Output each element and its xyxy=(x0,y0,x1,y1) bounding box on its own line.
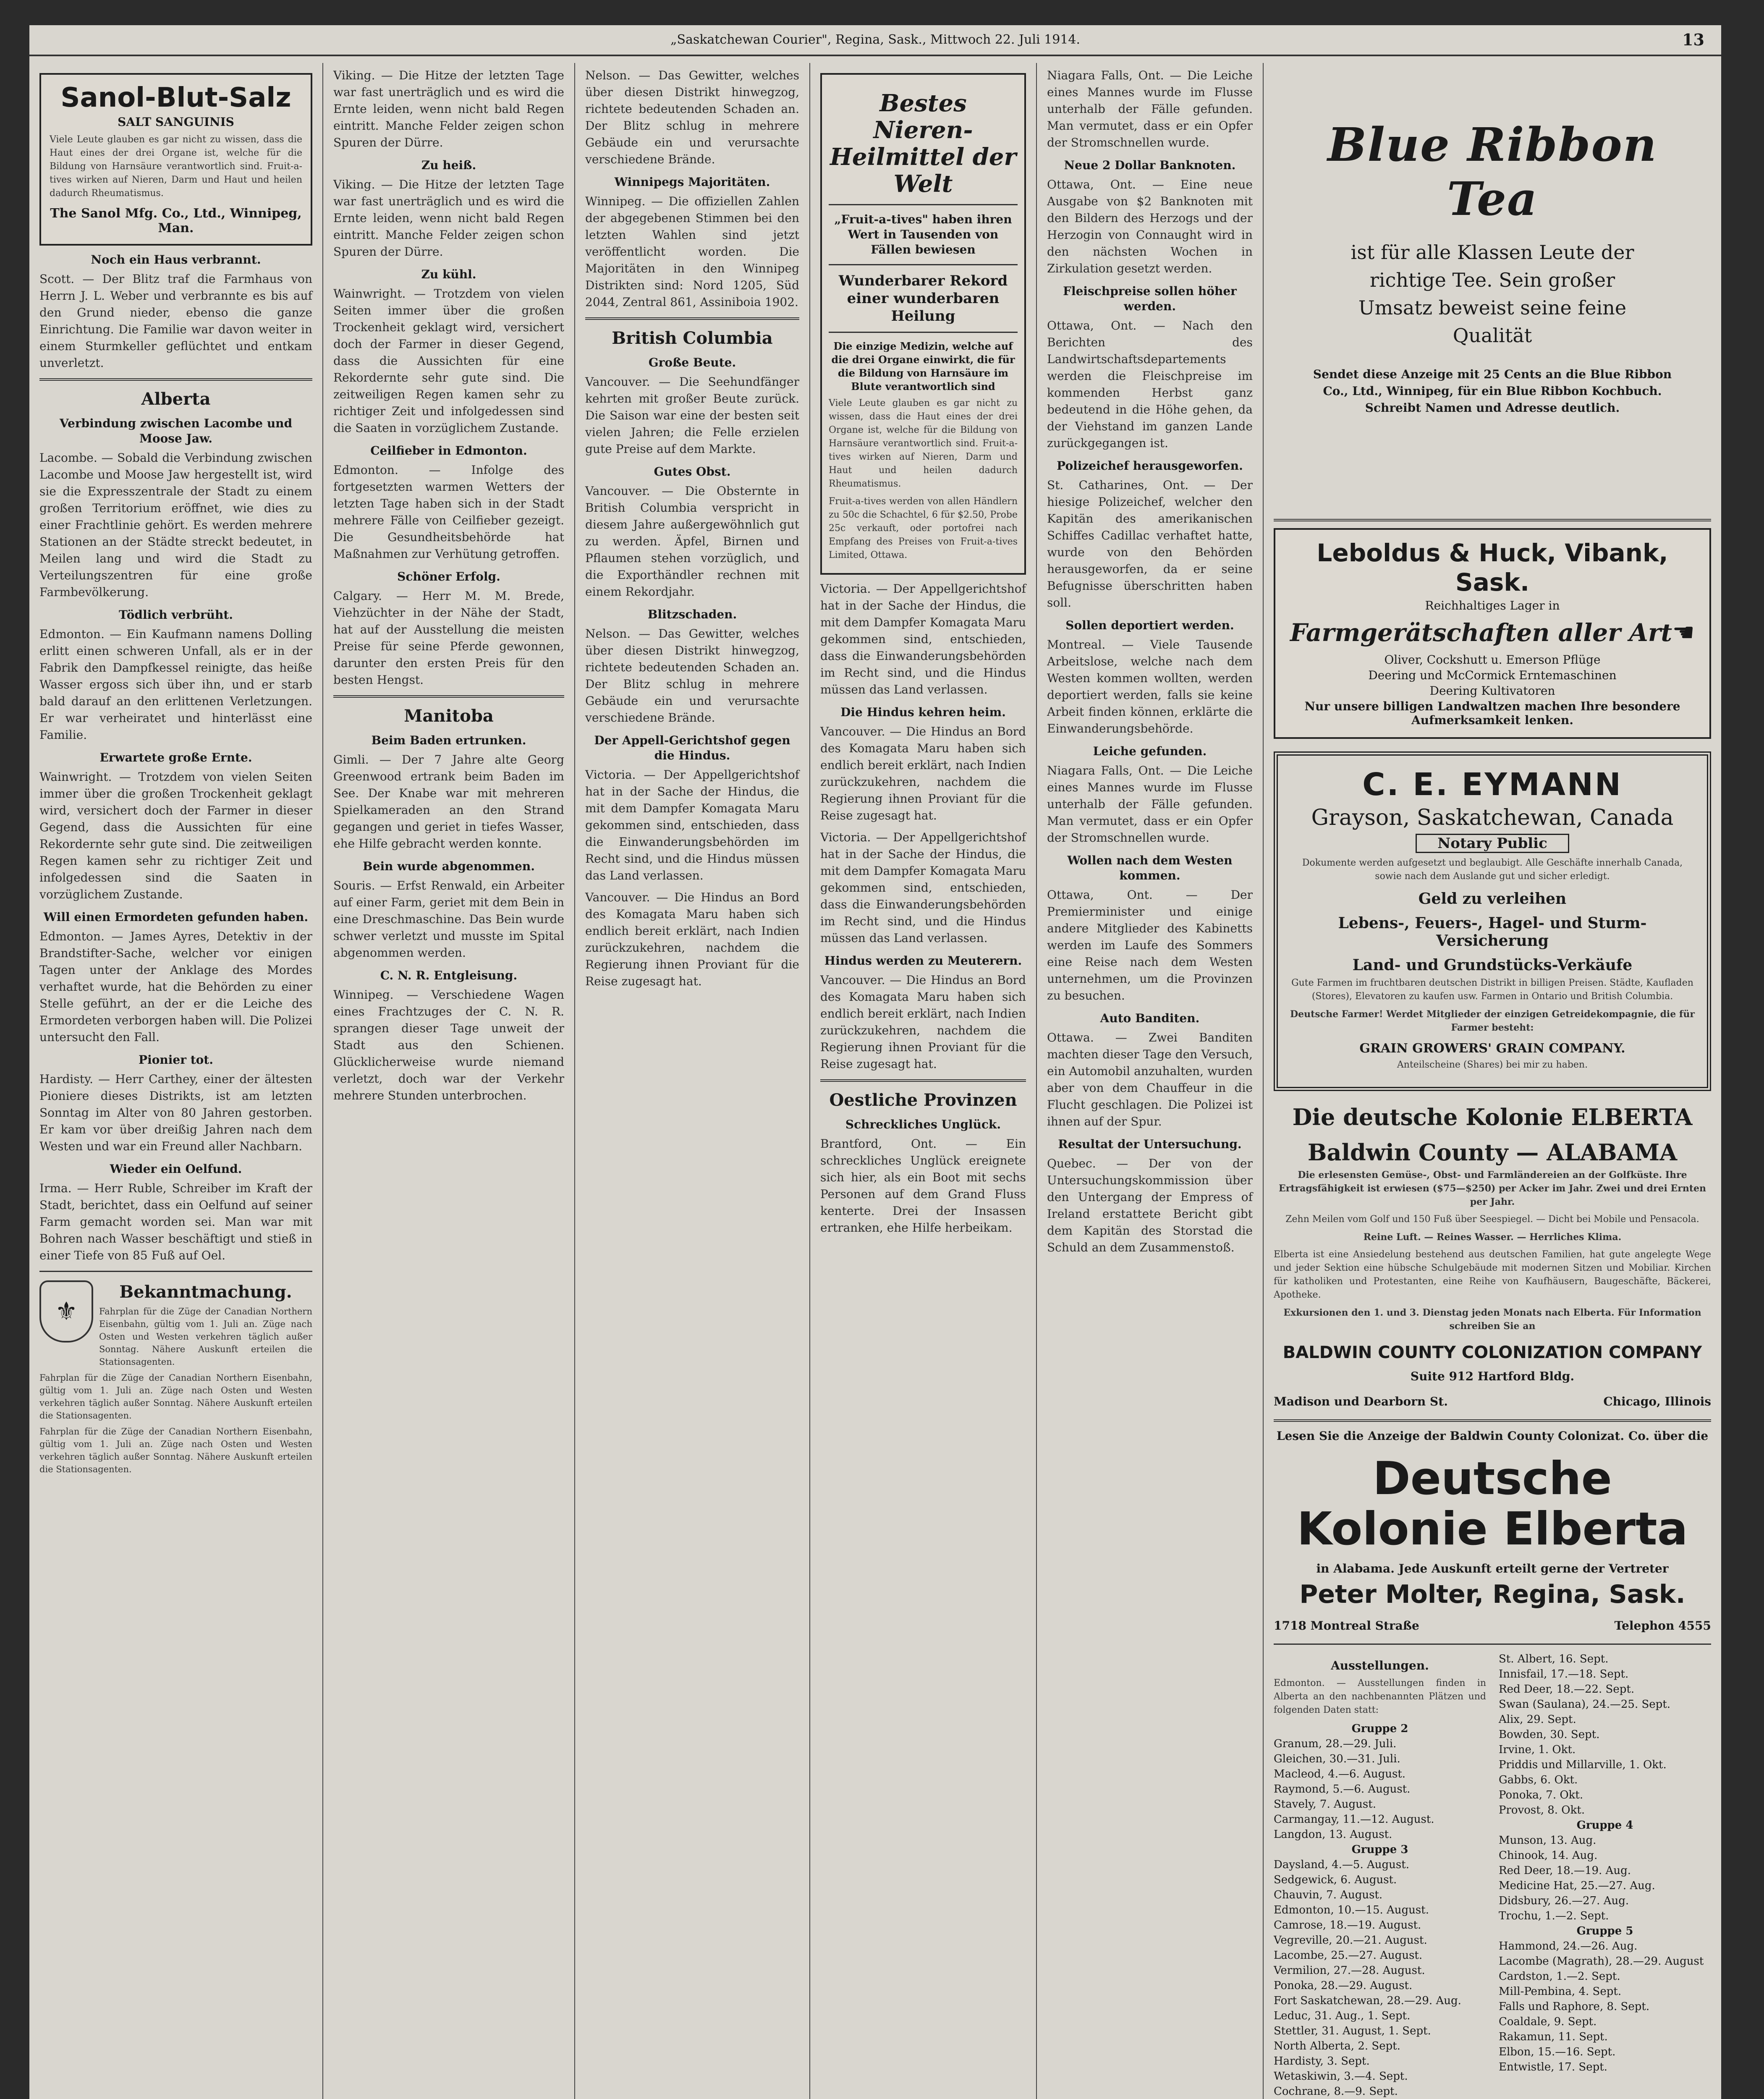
article-text: Brantford, Ont. — Ein schreckliches Unglück ereignete sich hier, als ein Boot mit sechs Personen auf dem Grand Fluss kenterte. Drei der Insassen ertranken, ehe Hilfe herbeikam. xyxy=(820,1137,1026,1235)
ausstellung-entry: Red Deer, 18.—22. Sept. xyxy=(1499,1683,1635,1696)
ausstellungen-list-right xyxy=(1499,1651,1711,2075)
headline: Schöner Erfolg. xyxy=(397,570,500,584)
article-text: Victoria. — Der Appellgerichtshof hat in der Sache der Hindus, die mit dem Dampfer Komagata Maru gekommen sind, entschieden, dass die Einwanderungsbehörden im Recht sind, und die Hindus müssen das Land verlassen. xyxy=(820,582,1026,696)
ausstellungen-title: Ausstellungen. xyxy=(1331,1659,1429,1672)
ausstellungen-block xyxy=(1274,1651,1711,2099)
newspaper-page xyxy=(29,25,1721,2099)
ausstellung-entry: Falls und Raphore, 8. Sept. xyxy=(1499,2000,1650,2013)
ausstellung-entry: Cardston, 1.—2. Sept. xyxy=(1499,1970,1620,1983)
headline: Fleischpreise sollen höher werden. xyxy=(1063,284,1237,313)
headline: Neue 2 Dollar Banknoten. xyxy=(1064,158,1236,172)
column-2 xyxy=(323,63,575,2099)
ausstellung-entry: Trochu, 1.—2. Sept. xyxy=(1499,1910,1609,1922)
article-text: Hardisty. — Herr Carthey, einer der ältesten Pioniere dieses Distrikts, ist am letzten Sonntag im Alter von 80 Jahren gestorben. Er kam vor über dreißig Jahren nach dem Westen und war ein Freund aller Nachbarn. xyxy=(39,1072,312,1153)
ausstellung-entry: Gabbs, 6. Okt. xyxy=(1499,1774,1578,1786)
column-5 xyxy=(1037,63,1264,2099)
fruit-ad-line: „Fruit-a-tives" haben ihren Wert in Tausenden von Fällen bewiesen xyxy=(834,212,1012,256)
bekanntmachung-block xyxy=(39,1279,312,1371)
ausstellung-entry: Stettler, 31. August, 1. Sept. xyxy=(1274,2025,1431,2037)
ausstellung-entry: Wetaskiwin, 3.—4. Sept. xyxy=(1274,2070,1408,2083)
eymann-notary: Notary Public xyxy=(1416,834,1569,853)
headline: Große Beute. xyxy=(648,356,736,369)
blue-ribbon-ad xyxy=(1274,67,1711,512)
divider xyxy=(1274,1419,1711,1422)
eymann-text: Dokumente werden aufgesetzt und beglaubigt. Alle Geschäfte innerhalb Canada, sowie nach dem Auslande gut und sicher erledigt. xyxy=(1302,858,1683,882)
headline: Leiche gefunden. xyxy=(1093,744,1207,758)
ausstellung-entry: Langdon, 13. August. xyxy=(1274,1828,1392,1841)
divider xyxy=(39,1271,312,1272)
ausstellung-entry: Coaldale, 9. Sept. xyxy=(1499,2015,1597,2028)
blue-ribbon-footer: Sendet diese Anzeige mit 25 Cents an die Blue Ribbon Co., Ltd., Winnipeg, für ein Blue Ribbon Kochbuch. Schreibt Namen und Adresse deutlich. xyxy=(1313,367,1672,415)
article-text: Victoria. — Der Appellgerichtshof hat in der Sache der Hindus, die mit dem Dampfer Komagata Maru gekommen sind, entschieden, dass die Einwanderungsbehörden im Recht sind, und die Hindus müssen das Land verlassen. xyxy=(820,830,1026,945)
sanol-ad xyxy=(39,73,312,246)
kolonie-ad xyxy=(1274,1429,1711,1637)
ausstellung-entry: Vegreville, 20.—21. August. xyxy=(1274,1934,1427,1947)
ausstellung-entry: Sedgewick, 6. August. xyxy=(1274,1874,1397,1886)
ausstellung-entry: Ponoka, 28.—29. August. xyxy=(1274,1979,1413,1992)
fruit-ad-text: Viele Leute glauben es gar nicht zu wissen, dass die Haut eines der drei Organe ist, welche für die Bildung von Harnsäure verantwortlich sind. Fruit-a-tives wirken auf Nieren, Darm und Haut und heilen dadurch Rheumatismus. xyxy=(829,398,1018,489)
eymann-ad xyxy=(1274,751,1711,1091)
blue-ribbon-line: Umsatz beweist seine feine xyxy=(1358,296,1627,319)
section-manitoba: Manitoba xyxy=(404,706,494,726)
article-text: Nelson. — Das Gewitter, welches über diesen Distrikt hinwegzog, richtete bedeutenden Schaden an. Der Blitz schlug in mehrere Gebäude ein und verursachte verschiedene Brände. xyxy=(585,627,799,725)
eymann-text: Gute Farmen im fruchtbaren deutschen Distrikt in billigen Preisen. Städte, Kaufladen (Stores), Elevatoren zu kaufen usw. Farmen in Ontario und British Columbia. xyxy=(1291,978,1693,1002)
column-3 xyxy=(575,63,810,2099)
section-alberta: Alberta xyxy=(141,389,211,409)
headline: Resultat der Untersuchung. xyxy=(1058,1137,1242,1151)
ausstellung-entry: Macleod, 4.—6. August. xyxy=(1274,1768,1406,1780)
headline: Wollen nach dem Westen kommen. xyxy=(1067,853,1233,882)
elberta-address-left: Madison und Dearborn St. xyxy=(1274,1395,1448,1408)
divider xyxy=(333,695,564,698)
ausstellung-entry: Red Deer, 18.—19. Aug. xyxy=(1499,1864,1631,1877)
leboldus-ad xyxy=(1274,528,1711,739)
elberta-suite: Suite 912 Hartford Bldg. xyxy=(1410,1369,1575,1383)
fruit-ad-price: Fruit-a-tives werden von allen Händlern zu 50c die Schachtel, 6 für $2.50, Probe 25c verkauft, oder portofrei nach Empfang des Preises von Fruit-a-tives Limited, Ottawa. xyxy=(829,496,1018,560)
ausstellung-entry: Gruppe 4 xyxy=(1576,1819,1633,1832)
eymann-name: C. E. EYMANN xyxy=(1362,767,1623,803)
headline: Gutes Obst. xyxy=(654,465,731,479)
article-text: Niagara Falls, Ont. — Die Leiche eines Mannes wurde im Flusse unterhalb der Fälle gefunden. Man vermutet, dass er ein Opfer der Stromschnellen wurde. xyxy=(1047,764,1253,845)
bekanntmachung-text: Fahrplan für die Züge der Canadian Northern Eisenbahn, gültig vom 1. Juli an. Züge nach Osten und Westen verkehren täglich außer Sonntag. Nähere Auskunft erteilen die Stationsagenten. xyxy=(39,1373,312,1421)
headline: Zu heiß. xyxy=(421,158,476,172)
kolonie-agent: Peter Molter, Regina, Sask. xyxy=(1299,1580,1685,1609)
page-number: 13 xyxy=(1682,30,1704,49)
leboldus-title: Leboldus & Huck, Vibank, Sask. xyxy=(1316,539,1668,597)
elberta-text: Zehn Meilen vom Golf und 150 Fuß über Seespiegel. — Dicht bei Mobile und Pensacola. xyxy=(1285,1214,1699,1225)
ausstellung-entry: St. Albert, 16. Sept. xyxy=(1499,1653,1609,1665)
sanol-company: The Sanol Mfg. Co., Ltd., Winnipeg, Man. xyxy=(50,206,302,236)
article-text: Vancouver. — Die Obsternte in British Columbia verspricht in diesem Jahre außergewöhnlich gut zu werden. Äpfel, Birnen und Pflaumen stehen vorzüglich, und die Exporthändler rechnen mit einem Rekordjahr. xyxy=(585,484,799,599)
article-text: Edmonton. — Infolge des fortgesetzten warmen Wetters der letzten Tage haben sich in der Stadt mehrere Fälle von Ceilfieber gezeigt. Die Gesundheitsbehörde hat Maßnahmen zur Verhütung getroffen. xyxy=(333,463,564,561)
article-text: Lacombe. — Sobald die Verbindung zwischen Lacombe und Moose Jaw hergestellt ist, wird sie die Expresszentrale der Stadt zu einem großen Territorium eröffnet, wie dies zu einer Frachtlinie gehört. Es werden mehrere Stationen an der Städte streckt bedeutet, in Meilen lang und wird die Stadt zu Verteilungszentren für eine große Farmbevölkerung. xyxy=(39,451,312,599)
blue-ribbon-line: richtige Tee. Sein großer xyxy=(1369,269,1615,291)
headline: Bein wurde abgenommen. xyxy=(363,859,535,873)
ausstellung-entry: Lacombe (Magrath), 28.—29. August xyxy=(1499,1955,1704,1968)
ausstellung-entry: Priddis und Millarville, 1. Okt. xyxy=(1499,1759,1667,1771)
leboldus-sub: Reichhaltiges Lager in xyxy=(1425,599,1560,612)
article-text: Vancouver. — Die Hindus an Bord des Komagata Maru haben sich endlich bereit erklärt, nach Indien zurückzukehren, nachdem die Regierung ihnen Proviant für die Reise zugesagt hat. xyxy=(820,973,1026,1071)
ausstellung-entry: Lacombe, 25.—27. August. xyxy=(1274,1949,1423,1962)
kolonie-phone: Telephon 4555 xyxy=(1614,1619,1711,1633)
ausstellung-entry: Stavely, 7. August. xyxy=(1274,1798,1376,1811)
ausstellung-entry: Entwistle, 17. Sept. xyxy=(1499,2061,1607,2073)
ausstellung-entry: Gruppe 5 xyxy=(1576,1925,1633,1937)
bekanntmachung-text: Fahrplan für die Züge der Canadian Northern Eisenbahn, gültig vom 1. Juli an. Züge nach Osten und Westen verkehren täglich außer Sonntag. Nähere Auskunft erteilen die Stationsagenten. xyxy=(99,1306,312,1367)
ausstellung-entry: Edmonton, 10.—15. August. xyxy=(1274,1904,1429,1916)
elberta-ad xyxy=(1274,1104,1711,1413)
divider xyxy=(829,264,1018,265)
article-text: Vancouver. — Die Hindus an Bord des Komagata Maru haben sich endlich bereit erklärt, nach Indien zurückzukehren, nachdem die Regierung ihnen Proviant für die Reise zugesagt hat. xyxy=(585,890,799,988)
column-1 xyxy=(29,63,323,2099)
eymann-heading: Geld zu verleihen xyxy=(1418,890,1567,908)
headline: Hindus werden zu Meuterern. xyxy=(824,954,1022,968)
fruit-ad-line: Die einzige Medizin, welche auf die drei Organe einwirkt, die für die Bildung von Harnsäure im Blute verantwortlich sind xyxy=(831,340,1015,393)
ausstellung-entry: Bowden, 30. Sept. xyxy=(1499,1728,1600,1741)
sanol-title: Sanol-Blut-Salz xyxy=(60,82,291,113)
article-text: Nelson. — Das Gewitter, welches über diesen Distrikt hinwegzog, richtete bedeutenden Schaden an. Der Blitz schlug in mehrere Gebäude ein und verursachte verschiedene Brände. xyxy=(585,68,799,166)
ausstellung-entry: Fort Saskatchewan, 28.—29. Aug. xyxy=(1274,1994,1461,2007)
headline: Ceilfieber in Edmonton. xyxy=(370,444,527,458)
ausstellung-entry: Chinook, 14. Aug. xyxy=(1499,1849,1598,1862)
bekanntmachung-title: Bekanntmachung. xyxy=(119,1282,292,1302)
ausstellung-entry: Alix, 29. Sept. xyxy=(1499,1713,1576,1726)
headline: Beim Baden ertrunken. xyxy=(371,733,526,747)
article-text: Wainwright. — Trotzdem von vielen Seiten immer über die großen Trockenheit geklagt wird, versichert doch der Farmer in dieser Gegend, dass die Aussichten für eine Rekordernte sehr gute sind. Die zeitweiligen Regen kamen sehr zu richtiger Zeit und infolgedessen sind die Saaten in vorzüglichem Zustande. xyxy=(333,287,564,435)
eymann-heading: Land- und Grundstücks-Verkäufe xyxy=(1352,956,1633,974)
ausstellungen-intro: Edmonton. — Ausstellungen finden in Alberta an den nachbenannten Plätzen und folgenden Daten statt: xyxy=(1274,1678,1486,1715)
headline: Die Hindus kehren heim. xyxy=(840,705,1006,719)
headline: Wieder ein Oelfund. xyxy=(110,1162,242,1176)
eymann-text: Deutsche Farmer! Werdet Mitglieder der einzigen Getreidekompagnie, die für Farmer besteht: xyxy=(1290,1009,1695,1033)
ausstellung-entry: Cochrane, 8.—9. Sept. xyxy=(1274,2085,1398,2098)
elberta-text: Elberta ist eine Ansiedelung bestehend aus deutschen Familien, hat gute angelegte Wege und jeder Sektion eine hübsche Schulgebäude mit modernen Sitzen und Mobiliar. Kirchen für katholiken und Protestanten, eine Reihe von Kaufhäusern, Baugeschäfte, Bäckerei, Apotheke. xyxy=(1274,1249,1711,1300)
headline: Erwartete große Ernte. xyxy=(99,751,252,764)
article-text: Wainwright. — Trotzdem von vielen Seiten immer über die großen Trockenheit geklagt wird, versichert doch der Farmer in dieser Gegend, dass die Aussichten für eine Rekordernte sehr gute sind. Die zeitweiligen Regen kamen sehr zu richtiger Zeit und infolgedessen sind die Saaten in vorzüglichem Zustande. xyxy=(39,770,312,901)
article-text: Winnipeg. — Die offiziellen Zahlen der abgegebenen Stimmen bei den letzten Wahlen sind jetzt veröffentlicht worden. Die Majoritäten in den Winnipeg Distrikten sind: Nord 1205, Süd 2044, Zentral 861, Assiniboia 1902. xyxy=(585,194,799,309)
article-text: Edmonton. — James Ayres, Detektiv in der Brandstifter-Sache, welcher vor einigen Tagen unter der Anklage des Mordes verhaftet wurde, hat die Behörden zu einer Stelle geführt, an der er die Leiche des Ermordeten verborgen haben will. Die Polizei untersucht den Fall. xyxy=(39,929,312,1044)
ausstellung-entry: Daysland, 4.—5. August. xyxy=(1274,1858,1409,1871)
fruit-ad-title: Bestes Nieren-Heilmittel der Welt xyxy=(830,89,1017,198)
headline: Auto Banditen. xyxy=(1100,1011,1200,1025)
ausstellung-entry: Gruppe 2 xyxy=(1351,1722,1408,1735)
blue-ribbon-title: Blue Ribbon Tea xyxy=(1327,118,1657,226)
elberta-title: Die deutsche Kolonie ELBERTA xyxy=(1292,1104,1693,1131)
ausstellung-entry: Elbon, 15.—16. Sept. xyxy=(1499,2046,1616,2058)
kolonie-address: 1718 Montreal Straße xyxy=(1274,1619,1419,1633)
ausstellung-entry: Rakamun, 11. Sept. xyxy=(1499,2031,1608,2043)
ausstellung-entry: Didsbury, 26.—27. Aug. xyxy=(1499,1895,1629,1907)
article-text: Winnipeg. — Verschiedene Wagen eines Frachtzuges der C. N. R. sprangen dieser Tage unweit der Stadt aus den Schienen. Glücklicherweise wurde niemand verletzt, doch war der Verkehr mehrere Stunden unterbrochen. xyxy=(333,988,564,1102)
blue-ribbon-line: Qualität xyxy=(1453,324,1532,347)
kolonie-line: in Alabama. Jede Auskunft erteilt gerne der Vertreter xyxy=(1316,1562,1669,1576)
ausstellungen-list-left xyxy=(1274,1721,1486,2099)
article-text: Ottawa, Ont. — Eine neue Ausgabe von $2 Banknoten mit den Bildern des Herzogs und der Herzogin von Connaught wird in den nächsten Wochen in Zirkulation gesetzt werden. xyxy=(1047,178,1253,275)
ausstellung-entry: Leduc, 31. Aug., 1. Sept. xyxy=(1274,2010,1411,2022)
article-text: Edmonton. — Ein Kaufmann namens Dolling erlitt einen schweren Unfall, als er in der Fabrik den Dampfkessel reinigte, das heiße Wasser ergoss sich über ihn, und er starb bald darauf an den erlittenen Verletzungen. Er war verheiratet und hinterlässt eine Familie. xyxy=(39,627,312,742)
article-text: Ottawa. — Zwei Banditen machten dieser Tage den Versuch, ein Automobil anzuhalten, wurden aber von dem Chauffeur in die Flucht geschlagen. Die Polizei ist ihnen auf der Spur. xyxy=(1047,1031,1253,1128)
divider xyxy=(829,204,1018,205)
eymann-text: Anteilscheine (Shares) bei mir zu haben. xyxy=(1397,1060,1588,1070)
elberta-text: Reine Luft. — Reines Wasser. — Herrliches Klima. xyxy=(1363,1232,1622,1243)
leboldus-big: Farmgerätschaften aller Art xyxy=(1290,618,1672,647)
divider xyxy=(1274,519,1711,521)
column-4 xyxy=(810,63,1037,2099)
article-text: Viking. — Die Hitze der letzten Tage war fast unerträglich und es wird die Ernte leiden, wenn nicht bald Regen eintritt. Manche Felder zeigen schon Spuren der Dürre. xyxy=(333,68,564,149)
blue-ribbon-line: ist für alle Klassen Leute der xyxy=(1350,241,1634,264)
ausstellung-entry: Provost, 8. Okt. xyxy=(1499,1804,1585,1816)
headline: Will einen Ermordeten gefunden haben. xyxy=(43,910,309,924)
elberta-text: Die erlesensten Gemüse-, Obst- und Farmländereien an der Golfküste. Ihre Ertragsfähigkeit ist erwiesen ($75—$250) per Acker im Jahr. Zwei und drei Ernten per Jahr. xyxy=(1278,1170,1706,1207)
ausstellung-entry: Granum, 28.—29. Juli. xyxy=(1274,1738,1397,1750)
article-text: Niagara Falls, Ont. — Die Leiche eines Mannes wurde im Flusse unterhalb der Fälle gefunden. Man vermutet, dass er ein Opfer der Stromschnellen wurde. xyxy=(1047,68,1253,149)
sanol-text: Viele Leute glauben es gar nicht zu wissen, dass die Haut eines der drei Organe ist, welche für die Bildung von Harnsäure verantwortlich sind. Fruit-a-tives wirken auf Nieren, Darm und Haut und heilen dadurch Rheumatismus. xyxy=(50,134,302,199)
ausstellung-entry: Raymond, 5.—6. August. xyxy=(1274,1783,1411,1795)
headline: Blitzschaden. xyxy=(647,607,737,621)
kolonie-title: Deutsche Kolonie Elberta xyxy=(1297,1453,1688,1555)
kolonie-intro: Lesen Sie die Anzeige der Baldwin County Colonizat. Co. über die xyxy=(1276,1429,1709,1443)
column-ads xyxy=(1264,63,1721,2099)
headline: Sollen deportiert werden. xyxy=(1065,618,1234,632)
pointing-hand-icon: ☚ xyxy=(1672,618,1695,647)
article-text: Quebec. — Der von der Untersuchungskommission über den Untergang der Empress of Ireland erstattete Bericht gibt dem Kapitän des Storstad die Schuld an dem Zusammenstoß. xyxy=(1047,1157,1253,1254)
eymann-company: GRAIN GROWERS' GRAIN COMPANY. xyxy=(1359,1041,1625,1056)
divider xyxy=(829,332,1018,333)
ausstellung-entry: Irvine, 1. Okt. xyxy=(1499,1743,1576,1756)
elberta-address-right: Chicago, Illinois xyxy=(1603,1395,1711,1408)
ausstellung-entry: Munson, 13. Aug. xyxy=(1499,1834,1596,1847)
sanol-subtitle: SALT SANGUINIS xyxy=(118,115,234,129)
ausstellung-entry: Camrose, 18.—19. August. xyxy=(1274,1919,1421,1931)
article-text: Vancouver. — Die Hindus an Bord des Komagata Maru haben sich endlich bereit erklärt, nach Indien zurückzukehren, nachdem die Regierung ihnen Proviant für die Reise zugesagt hat. xyxy=(820,725,1026,822)
headline: Verbindung zwischen Lacombe und Moose Jaw. xyxy=(59,416,293,445)
headline: Polizeichef herausgeworfen. xyxy=(1057,459,1243,473)
headline: Noch ein Haus verbrannt. xyxy=(91,253,261,267)
headline: Zu kühl. xyxy=(421,267,476,281)
leboldus-sub: Nur unsere billigen Landwaltzen machen Ihre besondere Aufmerksamkeit lenken. xyxy=(1304,699,1680,727)
leboldus-sub: Deering und McCormick Erntemaschinen xyxy=(1368,668,1617,682)
article-text: Ottawa, Ont. — Der Premierminister und einige andere Mitglieder des Kabinetts werden im Laufe des Sommers eine Reise nach dem Westen unternehmen, um die Provinzen zu besuchen. xyxy=(1047,888,1253,1002)
headline: Der Appell-Gerichtshof gegen die Hindus. xyxy=(594,733,790,762)
headline: Tödlich verbrüht. xyxy=(119,608,233,622)
ausstellung-entry: Gruppe 3 xyxy=(1351,1843,1408,1856)
fruit-a-tives-ad xyxy=(820,73,1026,575)
ausstellung-entry: Ponoka, 7. Okt. xyxy=(1499,1789,1583,1801)
ausstellung-entry: Mill-Pembina, 4. Sept. xyxy=(1499,1985,1622,1998)
ausstellung-entry: Hammond, 24.—26. Aug. xyxy=(1499,1940,1638,1952)
article-text: Calgary. — Herr M. M. Brede, Viehzüchter in der Nähe der Stadt, hat auf der Ausstellung die meisten Preise für seine Pferde gewonnen, darunter den ersten Preis für den besten Hengst. xyxy=(333,589,564,687)
elberta-text: Exkursionen den 1. und 3. Dienstag jeden Monats nach Elberta. Für Information schreiben Sie an xyxy=(1283,1307,1701,1332)
ausstellung-entry: Innisfail, 17.—18. Sept. xyxy=(1499,1668,1629,1680)
headline: Winnipegs Majoritäten. xyxy=(614,175,770,189)
divider xyxy=(1274,1644,1711,1645)
bekanntmachung-text: Fahrplan für die Züge der Canadian Northern Eisenbahn, gültig vom 1. Juli an. Züge nach Osten und Westen verkehren täglich außer Sonntag. Nähere Auskunft erteilen die Stationsagenten. xyxy=(39,1426,312,1474)
article-text: Ottawa, Ont. — Nach den Berichten des Landwirtschaftsdepartements werden die Fleischpreise im kommenden Herbst ganz bedeutend in die Höhe gehen, da der Viehstand im ganzen Lande zurückgegangen ist. xyxy=(1047,319,1253,450)
article-text: Irma. — Herr Ruble, Schreiber im Kraft der Stadt, berichtet, dass ein Oelfund auf seiner Farm gemacht worden sei. Man war mit Bohren nach Wasser beschäftigt und stieß in einer Tiefe von 85 Fuß auf Oel. xyxy=(39,1181,312,1262)
masthead xyxy=(29,25,1721,56)
leboldus-sub: Deering Kultivatoren xyxy=(1429,684,1555,698)
ausstellung-entry: Hardisty, 3. Sept. xyxy=(1274,2055,1370,2068)
divider xyxy=(585,317,799,320)
section-oestliche-provinzen: Oestliche Provinzen xyxy=(829,1090,1017,1110)
headline: Schreckliches Unglück. xyxy=(845,1118,1001,1131)
ausstellung-entry: Chauvin, 7. August. xyxy=(1274,1889,1383,1901)
divider xyxy=(39,378,312,381)
leboldus-sub: Oliver, Cockshutt u. Emerson Pflüge xyxy=(1384,653,1601,667)
article-text: St. Catharines, Ont. — Der hiesige Polizeichef, welcher den Kapitän des amerikanischen Schiffes Cadillac verhaftet hatte, wurde von den Behörden herausgeworfen, da er seine Befugnisse überschritten haben soll. xyxy=(1047,478,1253,610)
elberta-title: Baldwin County — ALABAMA xyxy=(1307,1139,1678,1166)
article-text: Montreal. — Viele Tausende Arbeitslose, welche nach dem Westen kommen wollten, werden deportiert werden, falls sie keine Arbeit finden können, erklärte die Einwanderungsbehörde. xyxy=(1047,638,1253,735)
headline: C. N. R. Entgleisung. xyxy=(380,968,518,982)
article-text: Vancouver. — Die Seehundfänger kehrten mit großer Beute zurück. Die Saison war eine der besten seit vielen Jahren; die Felle erzielen gute Preise auf dem Markte. xyxy=(585,375,799,456)
ausstellung-entry: Vermilion, 27.—28. August. xyxy=(1274,1964,1425,1977)
fruit-ad-line: Wunderbarer Rekord einer wunderbaren Heilung xyxy=(838,272,1008,325)
masthead-text: „Saskatchewan Courier", Regina, Sask., Mittwoch 22. Juli 1914. xyxy=(670,32,1081,47)
ausstellung-entry: Carmangay, 11.—12. August. xyxy=(1274,1813,1434,1826)
section-british-columbia: British Columbia xyxy=(612,328,773,348)
headline: Pionier tot. xyxy=(139,1053,213,1067)
elberta-company: BALDWIN COUNTY COLONIZATION COMPANY xyxy=(1282,1343,1702,1362)
coat-of-arms-icon: ⚜ xyxy=(39,1280,93,1343)
ausstellung-entry: Swan (Saulana), 24.—25. Sept. xyxy=(1499,1698,1671,1711)
eymann-heading: Lebens-, Feuers-, Hagel- und Sturm-Versicherung xyxy=(1338,914,1647,950)
ausstellung-entry: North Alberta, 2. Sept. xyxy=(1274,2040,1400,2052)
ausstellung-entry: Medicine Hat, 25.—27. Aug. xyxy=(1499,1879,1655,1892)
article-text: Gimli. — Der 7 Jahre alte Georg Greenwood ertrank beim Baden im See. Der Knabe war mit mehreren Spielkameraden an den Strand gegangen und geriet in tiefes Wasser, ehe Hilfe gebracht werden konnte. xyxy=(333,753,564,851)
divider xyxy=(820,1079,1026,1082)
eymann-place: Grayson, Saskatchewan, Canada xyxy=(1311,805,1674,830)
article-text: Souris. — Erfst Renwald, ein Arbeiter auf einer Farm, geriet mit dem Bein in eine Dreschmaschine. Das Bein wurde schwer verletzt und musste im Spital abgenommen werden. xyxy=(333,879,564,960)
article-text: Viking. — Die Hitze der letzten Tage war fast unerträglich und es wird die Ernte leiden, wenn nicht bald Regen eintritt. Manche Felder zeigen schon Spuren der Dürre. xyxy=(333,178,564,259)
ausstellung-entry: Gleichen, 30.—31. Juli. xyxy=(1274,1753,1400,1765)
article-text: Scott. — Der Blitz traf die Farmhaus von Herrn J. L. Weber und verbrannte es bis auf den Grund nieder, ebenso die ganze Einrichtung. Die Familie war davon weiter in einem Sturmkeller geflüchtet und entkam unverletzt. xyxy=(39,272,312,370)
article-text: Victoria. — Der Appellgerichtshof hat in der Sache der Hindus, die mit dem Dampfer Komagata Maru gekommen sind, entschieden, dass die Einwanderungsbehörden im Recht sind, und die Hindus müssen das Land verlassen. xyxy=(585,768,799,882)
